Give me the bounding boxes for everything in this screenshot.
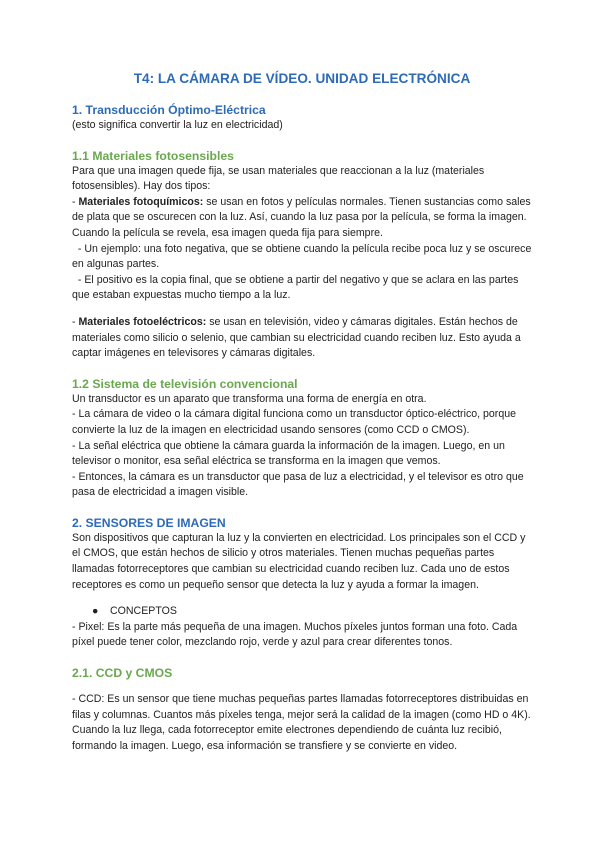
fotoquimicos-item <box>72 195 532 242</box>
section-1-2-heading: 1.2 Sistema de televisión convencional <box>72 376 298 391</box>
section-1-1-intro: Para que una imagen quede fija, se usan materiales que reaccionan a la luz (materiales fotosensibles). Hay dos tipos: <box>72 164 485 193</box>
ccd-description: - CCD: Es un sensor que tiene muchas pequeñas partes llamadas fotorreceptores distribuidas en filas y columnas. Cuantos más píxeles tenga, mejor será la calidad de la imagen (como HD o 4K). Cuando la luz llega, cada fotorreceptor emite electrones dependiendo de cuánta luz recibió, formando la imagen. Luego, esa información se transfiere y se convierte en video. <box>72 693 531 752</box>
section-2-heading: 2. SENSORES DE IMAGEN <box>72 515 226 530</box>
senal-electrica: - La señal eléctrica que obtiene la cámara guarda la información de la imagen. Luego, en un televisor o monitor, esa señal eléctrica se transforma en la imagen que vemos. <box>72 439 505 468</box>
section-2-1-heading: 2.1. CCD y CMOS <box>72 666 173 681</box>
transductor-definition: Un transductor es un aparato que transforma una forma de energía en otra. <box>72 392 427 405</box>
example-negative: - Un ejemplo: una foto negativa, que se obtiene cuando la película recibe poca luz y se oscurece en algunas partes. <box>72 242 535 271</box>
fotoelectricos-item <box>72 315 532 362</box>
sensores-description: Son dispositivos que capturan la luz y la convierten en electricidad. Los principales son el CCD y el CMOS, que están hechos de silicio y otros materiales. Tienen muchas pequeñas partes llamadas fotorreceptores que cambian su electricidad cuando reciben luz. Cada uno de estos receptores es como un pequeño sensor que detecta la luz y ayuda a formar la imagen. <box>72 531 526 591</box>
fotoelectricos-term: Materiales fotoeléctricos: <box>78 315 207 328</box>
section-1-note: (esto significa convertir la luz en electricidad) <box>72 119 283 131</box>
fotoquimicos-term: Materiales fotoquímicos: <box>78 195 204 208</box>
example-positive: - El positivo es la copia final, que se obtiene a partir del negativo y que se aclara en las partes que estaban expuestas mucho tiempo a la luz. <box>72 273 522 302</box>
document-title: T4: LA CÁMARA DE VÍDEO. UNIDAD ELECTRÓNICA <box>133 71 471 86</box>
conceptos-bullet <box>72 604 532 620</box>
fotoelectricos-text: se usan en televisión, video y cámaras digitales. Están hechos de materiales como silicio o selenio, que cambian su electricidad cuando reciben luz. Esto ayuda a captar imágenes en televisores y cámaras digitales. <box>72 315 521 360</box>
conceptos-label: CONCEPTOS <box>110 605 177 618</box>
bullet-icon: ● <box>92 605 99 618</box>
camara-transductor: - La cámara de video o la cámara digital funciona como un transductor óptico-eléctrico, porque convierte la luz de la imagen en electricidad usando sensores (como CCD o CMOS). <box>72 408 517 436</box>
conclusion: - Entonces, la cámara es un transductor que pasa de luz a electricidad, y el televisor es otro que pasa de electricidad a imagen visible. <box>72 470 524 499</box>
item-prefix: - <box>72 195 79 208</box>
fotoquimicos-text: se usan en fotos y películas normales. Tienen sustancias como sales de plata que se oscurecen con la luz. Así, cuando la luz pasa por la película, se forma la imagen. Cuando la película se revela, esa imagen queda fija para siempre. <box>72 195 531 239</box>
section-1-heading: 1. Transducción Óptimo-Eléctrica <box>72 103 266 117</box>
section-1-1-heading: 1.1 Materiales fotosensibles <box>72 148 234 163</box>
pixel-definition: - Pixel: Es la parte más pequeña de una imagen. Muchos píxeles juntos forman una foto. Cada píxel puede tener color, mezclando rojo, verde y azul para crear diferentes tonos. <box>72 620 518 649</box>
item-prefix: - <box>72 315 79 328</box>
